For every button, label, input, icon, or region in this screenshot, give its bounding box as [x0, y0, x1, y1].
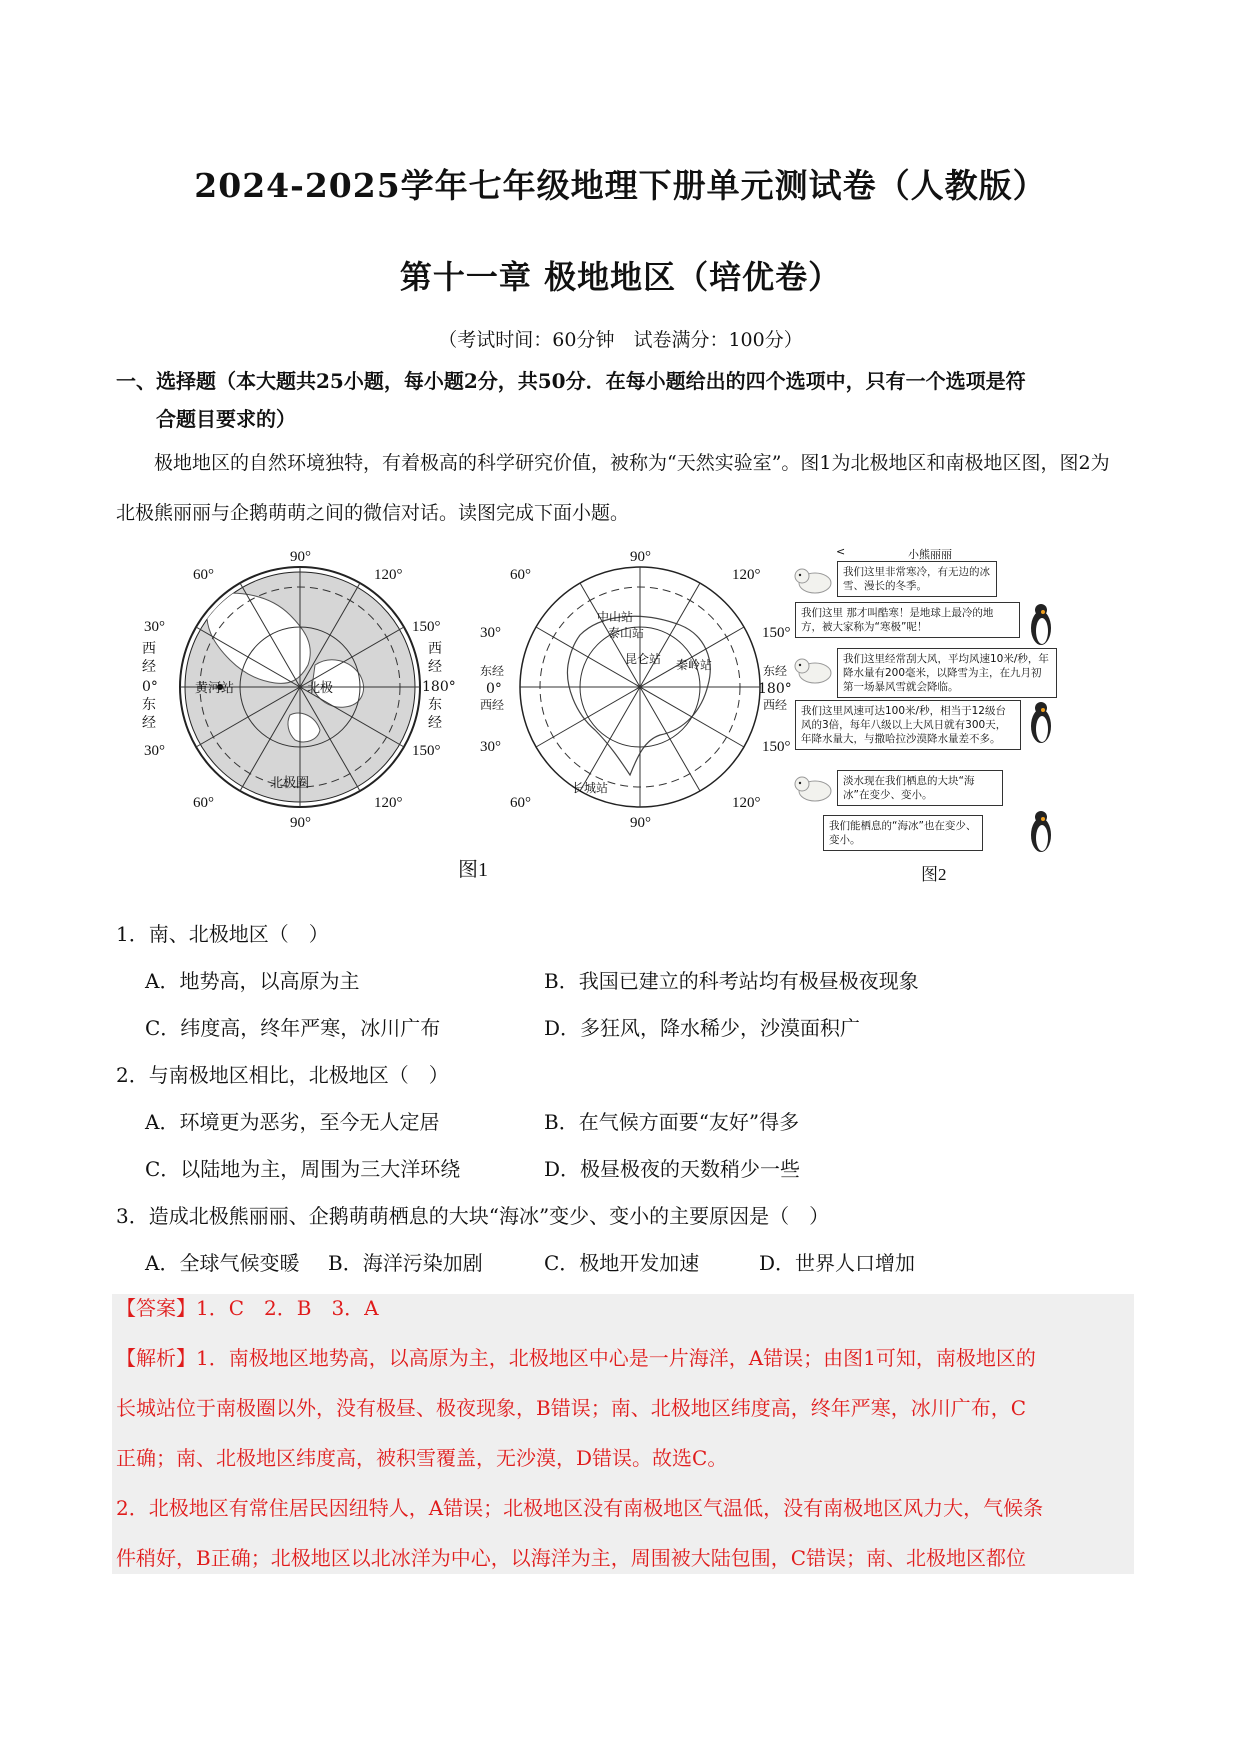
question-3-option-b: B．海洋污染加剧 — [328, 1251, 483, 1275]
n-right-jing2: 经 — [428, 715, 442, 731]
n-label-120-top: 120° — [374, 567, 403, 583]
analysis-line-4: 2．北极地区有常住居民因纽特人，A错误；北极地区没有南极地区气温低，没有南极地区风力大，气候条 — [116, 1496, 1044, 1520]
exam-info: （考试时间：60分钟 试卷满分：100分） — [438, 329, 803, 351]
n-label-30-left-bottom: 30° — [144, 743, 165, 759]
question-1-stem: 1．南、北极地区（ ） — [116, 922, 329, 946]
question-2-option-d: D．极昼极夜的天数稍少一些 — [544, 1157, 801, 1181]
question-3-option-a: A．全球气候变暖 — [145, 1251, 300, 1275]
s-label-30-top: 30° — [480, 625, 501, 641]
n-label-90-top: 90° — [290, 549, 311, 565]
n-left-east: 东 — [142, 697, 156, 713]
n-right-jing: 经 — [428, 659, 442, 675]
page-title: 2024-2025学年七年级地理下册单元测试卷（人教版） — [194, 166, 1047, 205]
n-left-west: 西 — [142, 641, 156, 657]
chat-message-bear: 淡水现在我们栖息的大块“海冰”在变少、变小。 — [837, 770, 1003, 806]
s-label-30-bottom: 30° — [480, 739, 501, 755]
s-left-west: 西经 — [480, 698, 505, 712]
north-polar-map — [140, 535, 460, 835]
question-2-stem: 2．与南极地区相比，北极地区（ ） — [116, 1063, 449, 1087]
s-label-90-bottom: 90° — [630, 815, 651, 831]
answer-line — [116, 1283, 1131, 1333]
n-right-180: 180° — [422, 679, 456, 695]
analysis-text: 1．南极地区地势高，以高原为主，北极地区中心是一片海洋，A错误；由图1可知，南极地区的 — [196, 1346, 1036, 1370]
s-label-150-top: 150° — [762, 625, 791, 641]
chapter-title: 第十一章 极地地区（培优卷） — [399, 258, 842, 296]
figure2-caption: 图2 — [921, 865, 947, 884]
chat-message-bear: 我们这里非常寒冷，有无边的冰雪、漫长的冬季。 — [837, 561, 997, 597]
chat-message-bear: 我们这里经常刮大风，平均风速10米/秒，年降水量有200毫米，以降雪为主，在九月初第一场暴风雪就会降临。 — [837, 648, 1057, 698]
n-arctic-circle-label: 北极圈 — [270, 776, 310, 791]
s-right-180: 180° — [758, 681, 792, 697]
analysis-line-5: 件稍好，B正确；北极地区以北冰洋为中心，以海洋为主，周围被大陆包围，C错误；南、北极地区都位 — [116, 1546, 1026, 1570]
chat-back-icon: < — [836, 545, 846, 558]
chat-message-penguin: 我们这里风速可达100米/秒，相当于12级台风的3倍，每年八级以上大风日就有300天，年降水量大，与撒哈拉沙漠降水量差不多。 — [795, 700, 1021, 750]
n-station-huanghe: 黄河站 — [195, 681, 235, 696]
analysis-line-2: 长城站位于南极圈以外，没有极昼、极夜现象，B错误；南、北极地区纬度高，终年严寒，冰川广布，C — [116, 1396, 1026, 1420]
question-2-option-b: B．在气候方面要“友好”得多 — [544, 1110, 800, 1134]
s-label-120-bottom: 120° — [732, 795, 761, 811]
question-2-option-c: C．以陆地为主，周围为三大洋环绕 — [145, 1157, 461, 1181]
question-3-option-d: D．世界人口增加 — [759, 1251, 916, 1275]
question-3-option-c: C．极地开发加速 — [544, 1251, 700, 1275]
s-kunlun: 昆仑站 — [625, 652, 662, 666]
s-taishan: 泰山站 — [608, 626, 645, 640]
figure1-caption: 图1 — [458, 859, 488, 881]
n-label-150-right-bottom: 150° — [412, 743, 441, 759]
n-label-60-bottom: 60° — [193, 795, 214, 811]
s-changcheng: 长城站 — [572, 781, 609, 795]
n-label-90-bottom: 90° — [290, 815, 311, 831]
section-heading-line2: 合题目要求的） — [156, 407, 296, 431]
section-heading-line1: 一、选择题（本大题共25小题，每小题2分，共50分．在每小题给出的四个选项中，只有一个选项是符 — [116, 369, 1026, 393]
s-label-90-top: 90° — [630, 549, 651, 565]
s-right-east: 东经 — [763, 664, 788, 678]
s-zhongshan: 中山站 — [597, 610, 634, 624]
south-polar-map — [480, 535, 800, 835]
n-right-east: 东 — [428, 697, 442, 713]
s-left-east: 东经 — [480, 664, 505, 678]
n-pole-label: 北极 — [307, 681, 334, 696]
s-label-150-bottom: 150° — [762, 739, 791, 755]
n-label-30-left-top: 30° — [144, 619, 165, 635]
wechat-chat — [793, 545, 1063, 857]
chat-message-penguin: 我们能栖息的“海冰”也在变少、变小。 — [823, 815, 983, 851]
n-left-jing2: 经 — [142, 715, 156, 731]
polar-bear-icon — [793, 773, 833, 803]
s-label-60-top: 60° — [510, 567, 531, 583]
question-3-stem: 3．造成北极熊丽丽、企鹅萌萌栖息的大块“海冰”变少、变小的主要原因是（ ） — [116, 1204, 830, 1228]
question-1-option-b: B．我国已建立的科考站均有极昼极夜现象 — [544, 969, 919, 993]
polar-bear-icon — [793, 565, 833, 595]
analysis-line-1 — [116, 1333, 1131, 1383]
n-right-west: 西 — [428, 641, 442, 657]
polar-bear-icon — [793, 655, 833, 685]
s-left-zero: 0° — [486, 681, 502, 697]
s-label-120-top: 120° — [732, 567, 761, 583]
n-left-jing: 经 — [142, 659, 156, 675]
penguin-icon — [1028, 700, 1054, 744]
chat-message-penguin: 我们这里 那才叫酷寒！是地球上最冷的地方，被大家称为“寒极”呢！ — [795, 602, 1020, 638]
answer-label: 【答案】 — [116, 1296, 196, 1320]
question-1-option-c: C．纬度高，终年严寒，冰川广布 — [145, 1016, 441, 1040]
analysis-line-3: 正确；南、北极地区纬度高，被积雪覆盖，无沙漠，D错误。故选C。 — [116, 1446, 728, 1470]
s-right-west: 西经 — [763, 698, 788, 712]
chat-title: 小熊丽丽 — [908, 548, 952, 561]
penguin-icon — [1028, 602, 1054, 646]
n-label-60-top: 60° — [193, 567, 214, 583]
s-label-60-bottom: 60° — [510, 795, 531, 811]
question-1-option-d: D．多狂风，降水稀少，沙漠面积广 — [544, 1016, 861, 1040]
question-2-option-a: A．环境更为恶劣，至今无人定居 — [145, 1110, 440, 1134]
question-1-option-a: A．地势高，以高原为主 — [145, 969, 360, 993]
answer-text: 1．C 2．B 3．A — [196, 1296, 379, 1320]
penguin-icon — [1028, 809, 1054, 853]
n-label-150-right-top: 150° — [412, 619, 441, 635]
analysis-label: 【解析】 — [116, 1346, 196, 1370]
intro-paragraph: 极地地区的自然环境独特，有着极高的科学研究价值，被称为“天然实验室”。图1为北极地区和南极地区图，图2为北极熊丽丽与企鹅萌萌之间的微信对话。读图完成下面小题。 — [116, 452, 1110, 524]
section-heading — [116, 362, 1136, 438]
n-label-120-bottom: 120° — [374, 795, 403, 811]
s-qinling: 秦岭站 — [676, 658, 713, 672]
n-left-zero: 0° — [142, 679, 158, 695]
